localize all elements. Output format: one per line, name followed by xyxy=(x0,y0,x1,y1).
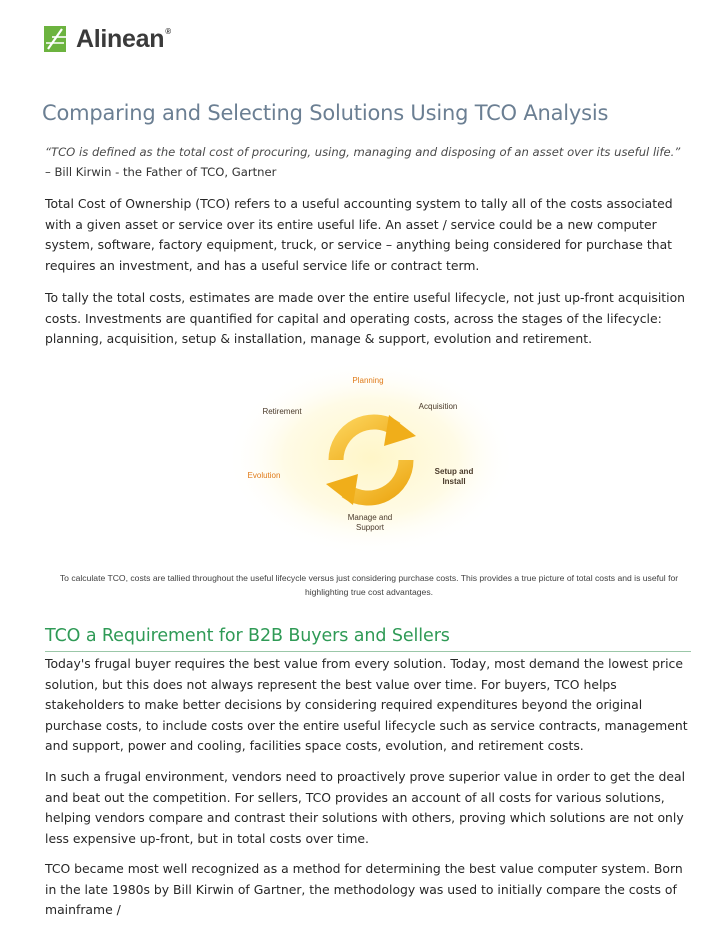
alinean-logo xyxy=(42,22,171,56)
stage-planning: Planning xyxy=(352,376,384,385)
section-heading: TCO a Requirement for B2B Buyers and Sellers xyxy=(45,626,450,646)
stage-setup-line1: Setup and xyxy=(434,467,474,476)
stage-evolution: Evolution xyxy=(247,471,281,480)
tco-lifecycle-diagram xyxy=(226,366,516,556)
figure-caption: To calculate TCO, costs are tallied throughout the useful lifecycle versus just considering purchase costs. This provides a true picture of total costs and is useful for highlighting true cost advantages. xyxy=(59,573,679,597)
stage-setup-line2: Install xyxy=(442,477,466,486)
paragraph-buyers: Today's frugal buyer requires the best value from every solution. Today, most demand the lowest price solution, but this does not always represent the best value over time. For buyers, TCO helps stakeholders to make better decisions by considering required expenditures beyond the original purchase costs, to include costs over the entire useful lifecycle such as service contracts, management and support, power and cooling, facilities space costs, evolution, and retirement costs. xyxy=(45,656,688,753)
paragraph-sellers: In such a frugal environment, vendors need to proactively prove superior value in order to get the deal and beat out the competition. For sellers, TCO provides an account of all costs for various solutions, helping vendors compare and contrast their solutions with others, proving which solutions are not only less expensive up-front, but in total costs over time. xyxy=(45,769,686,846)
tco-quote: “TCO is defined as the total cost of procuring, using, managing and disposing of an asset over its useful life.” xyxy=(45,145,681,159)
stage-manage-line2: Support xyxy=(355,523,385,532)
page-title: Comparing and Selecting Solutions Using TCO Analysis xyxy=(42,101,609,126)
paragraph-history: TCO became most well recognized as a method for determining the best value computer system. Born in the late 1980s by Bill Kirwin of Gartner, the methodology was used to initially compare the costs of mainframe / xyxy=(45,861,683,917)
stage-acquisition: Acquisition xyxy=(418,402,458,411)
stage-manage-line1: Manage and xyxy=(347,513,393,522)
logo-text: Alinean® xyxy=(76,24,171,53)
paragraph-tco-definition: Total Cost of Ownership (TCO) refers to a useful accounting system to tally all of the costs associated with a given asset or service over its entire useful life. An asset / service could be a new computer system, software, factory equipment, truck, or service – anything being considered for purchase that requires an investment, and has a useful service life or contract term. xyxy=(45,196,673,273)
stage-retirement: Retirement xyxy=(262,407,302,416)
paragraph-lifecycle: To tally the total costs, estimates are made over the entire useful lifecycle, not just up-front acquisition costs. Investments are quantified for capital and operating costs, across the stages of the lifecycle: planning, acquisition, setup & installation, manage & support, evolution and retirement. xyxy=(45,290,686,346)
quote-attribution: – Bill Kirwin - the Father of TCO, Gartner xyxy=(45,165,277,179)
alinean-logo-mark-icon xyxy=(42,23,70,55)
section-divider xyxy=(45,651,691,652)
